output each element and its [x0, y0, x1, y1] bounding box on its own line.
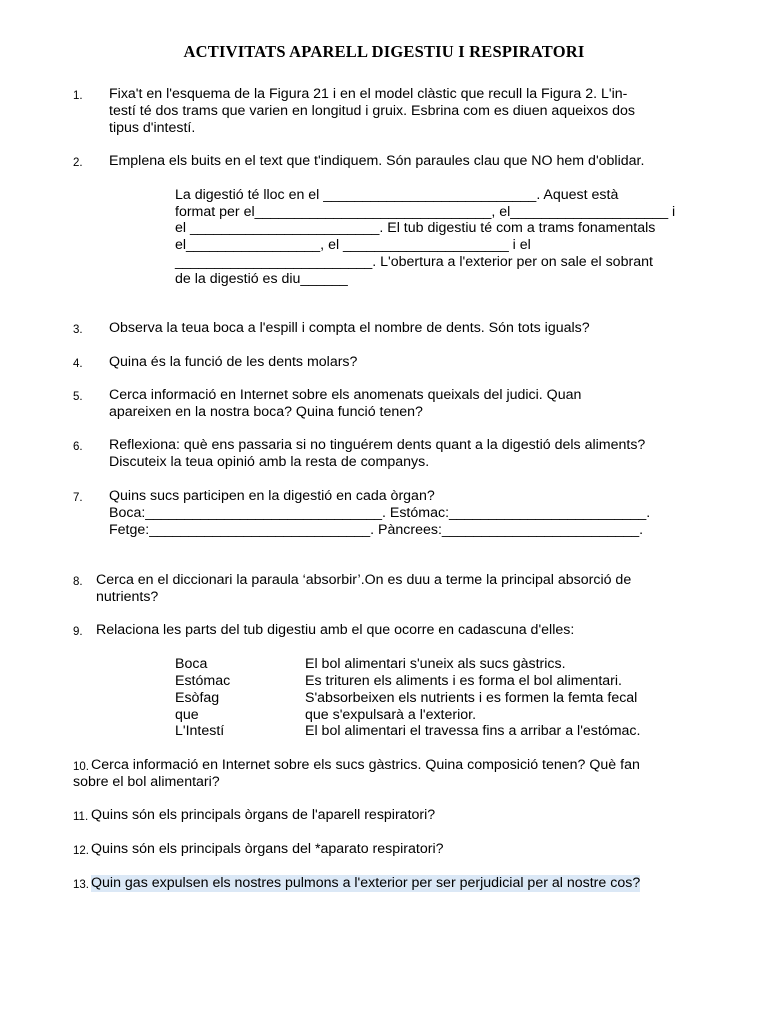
organ-label: Boca — [175, 656, 208, 672]
question-number: 9. — [73, 626, 83, 638]
selected-question-text[interactable]: Quin gas expulsen els nostres pulmons a l'exterior per ser perjudicial per al nostre cos? — [91, 875, 641, 891]
question-text-line: tipus d'intestí. — [109, 120, 196, 136]
question-number: 1. — [73, 90, 83, 102]
question-number: 5. — [73, 391, 83, 403]
question-text: Observa la teua boca a l'espill i compta el nombre de dents. Són tots iguals? — [109, 320, 590, 336]
fill-in-line: format per el______________________________, el____________________ i — [175, 204, 676, 220]
question-text-line: testí té dos trams que varien en longitud i gruix. Esbrina com es diuen aqueixos dos — [109, 103, 636, 119]
question-number: 11. — [73, 811, 89, 823]
question-text-line: sobre el bol alimentari? — [73, 774, 220, 790]
question-text-line: Reflexiona: què ens passaria si no tinguérem dents quant a la digestió dels aliments? — [109, 437, 646, 453]
question-text: Quina és la funció de les dents molars? — [109, 354, 358, 370]
question-number: 3. — [73, 324, 83, 336]
question-number: 7. — [73, 492, 83, 504]
question-text-line: Fixa't en l'esquema de la Figura 21 i en el model clàstic que recull la Figura 2. L'in- — [109, 86, 628, 102]
fill-in-line: La digestió té lloc en el ___________________________. Aquest està — [175, 187, 619, 203]
question-text: Emplena els buits en el text que t'indiquem. Són paraules clau que NO hem d'oblidar. — [109, 153, 645, 169]
question-number: 12. — [73, 845, 89, 857]
question-number: 2. — [73, 157, 83, 169]
question-text: Quins són els principals òrgans del *aparato respiratori? — [91, 841, 444, 857]
fill-in-line: _________________________. L'obertura a l'exterior per on sale el sobrant — [175, 254, 653, 270]
organ-label: que — [175, 707, 199, 723]
question-text: Relaciona les parts del tub digestiu amb el que ocorre en cadascuna d'elles: — [96, 622, 575, 638]
organ-label: Estómac — [175, 673, 231, 689]
question-number: 4. — [73, 358, 83, 370]
process-description: S'absorbeixen els nutrients i es formen la femta fecal — [305, 690, 638, 706]
question-text-line: nutrients? — [96, 589, 159, 605]
question-text-line: Cerca en el diccionari la paraula ‘absorbir’.On es duu a terme la principal absorció de — [96, 572, 632, 588]
process-description: El bol alimentari el travessa fins a arribar a l'estómac. — [305, 723, 641, 739]
question-text-line: Cerca informació en Internet sobre els sucs gàstrics. Quina composició tenen? Què fan — [91, 757, 640, 773]
question-number: 6. — [73, 441, 83, 453]
fill-in-line: el ________________________. El tub digestiu té com a trams fonamentals — [175, 220, 656, 236]
fill-in-line: de la digestió es diu______ — [175, 271, 348, 287]
question-text: Quins són els principals òrgans de l'aparell respiratori? — [91, 807, 436, 823]
process-description: Es trituren els aliments i es forma el bol alimentari. — [305, 673, 622, 689]
question-fill-line: Fetge:____________________________. Pàncrees:_________________________. — [109, 522, 644, 538]
organ-label: Esòfag — [175, 690, 220, 706]
process-description: que s'expulsarà a l'exterior. — [305, 707, 477, 723]
process-description: El bol alimentari s'uneix als sucs gàstrics. — [305, 656, 566, 672]
question-text-line: Discuteix la teua opinió amb la resta de companys. — [109, 454, 430, 470]
fill-in-line: el_________________, el _____________________ i el — [175, 237, 531, 253]
page-title: ACTIVITATS APARELL DIGESTIU I RESPIRATORI — [183, 42, 585, 61]
question-number: 10. — [73, 761, 89, 773]
question-text-line: Cerca informació en Internet sobre els anomenats queixals del judici. Quan — [109, 387, 582, 403]
question-fill-line: Boca:______________________________. Estómac:_________________________. — [109, 505, 651, 521]
question-number: 13. — [73, 879, 89, 891]
question-number: 8. — [73, 576, 83, 588]
question-text-line: Quins sucs participen en la digestió en cada òrgan? — [109, 488, 435, 504]
question-text-line: apareixen en la nostra boca? Quina funció tenen? — [109, 404, 423, 420]
organ-label: L'Intestí — [175, 723, 225, 739]
